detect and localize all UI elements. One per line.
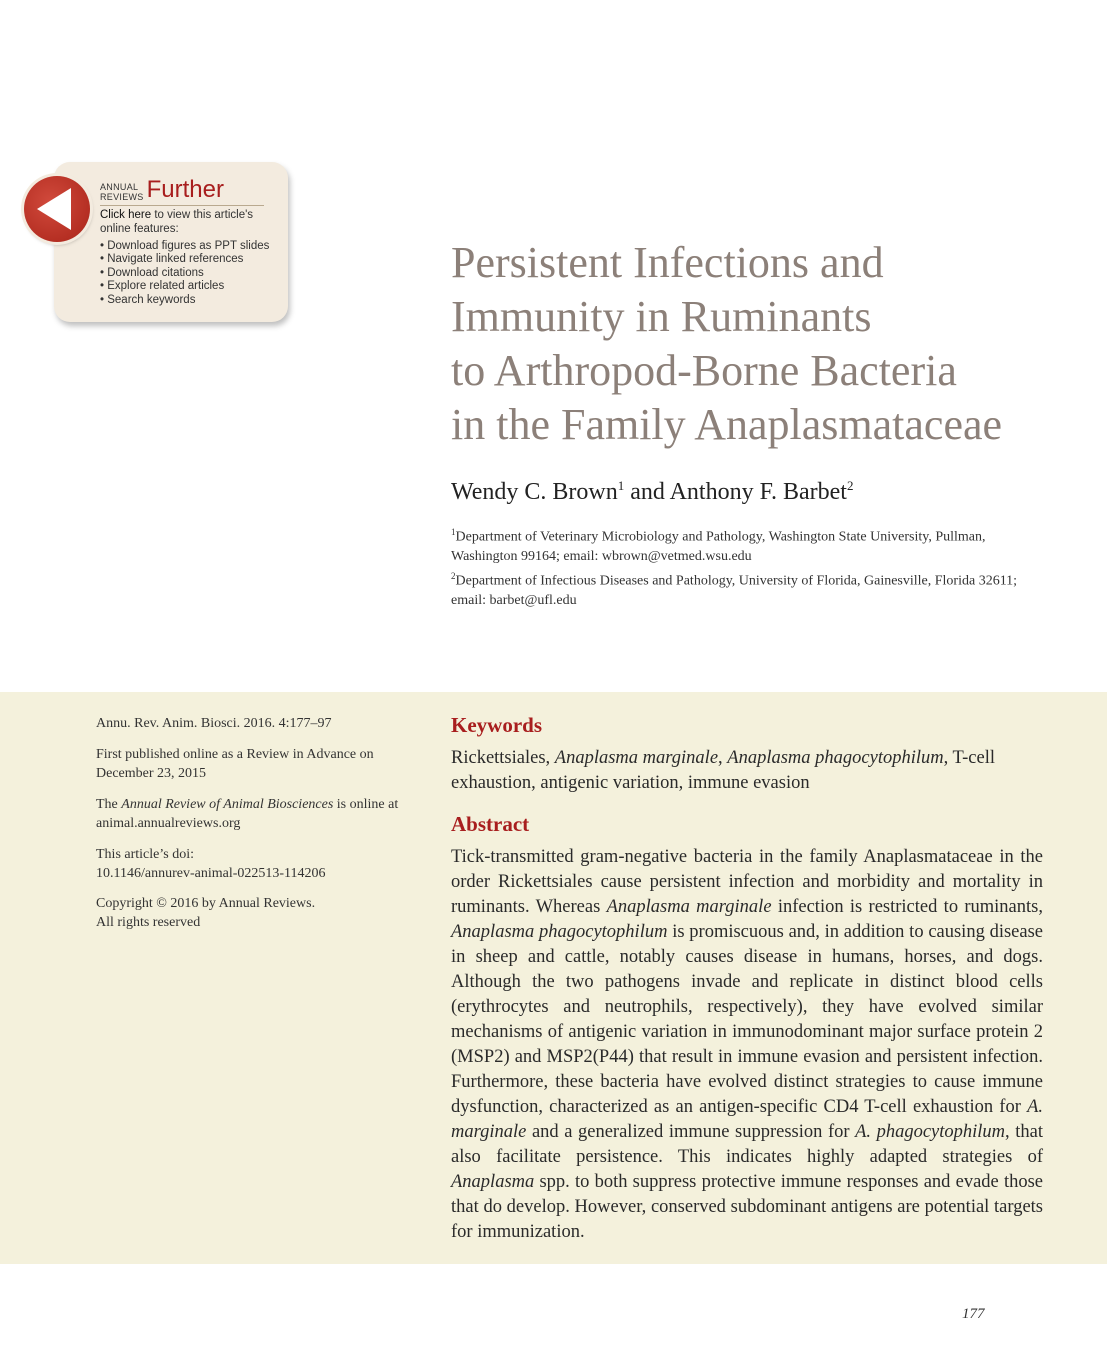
further-item-download-citations[interactable]: • Download citations [100, 267, 286, 280]
copyright: Copyright © 2016 by Annual Reviews. [96, 896, 316, 911]
brand-further: Further [146, 176, 224, 203]
author-2: Anthony F. Barbet [669, 479, 847, 505]
further-divider [100, 205, 264, 206]
abstract-heading: Abstract [451, 812, 530, 836]
keywords-heading: Keywords [451, 713, 542, 737]
further-item-search-keywords[interactable]: • Search keywords [100, 294, 286, 307]
online-at: The Annual Review of Animal Biosciences is online at animal.annualreviews.org [96, 797, 399, 831]
affiliation-1: $^1$Department of Veterinary Microbiology and Pathology, Washington State University, Pullman, Washington 99164; email: wbrown@vetmed.wsu.edu [451, 527, 986, 564]
further-features-list [100, 240, 286, 307]
further-intro: Click here to view this article's online features: [100, 209, 254, 235]
authors: Wendy C. Brown$^1$ and Anthony F. Barbet$^2$ [451, 478, 854, 505]
doi-link[interactable]: 10.1146/annurev-animal-022513-114206 [96, 866, 326, 881]
abstract-body: Tick-transmitted gram-negative bacteria in the family Anaplasmataceae in the order Rickettsiales cause persistent infection and morbidity and mortality in ruminants. Whereas Anaplasma marginale infection is restricted to ruminants, Anaplasma phagocytophilum is promiscuous and, in addition to causing disease in sheep and cattle, notably causes disease in humans, horses, and dogs. Although the two pathogens invade and replicate in distinct blood cells (erythrocytes and neutrophils, respectively), they have evolved similar mechanisms of antigenic variation in immunodominant major surface protein 2 (MSP2) and MSP2(P44) that result in immune evasion and persistent infection. Furthermore, these bacteria have evolved distinct strategies to cause immune dysfunction, characterized as an antigen-specific CD4 T-cell exhaustion for A. marginale and a generalized immune suppression for A. phagocytophilum, that also facilitate persistence. This indicates highly adapted strategies of Anaplasma spp. to both suppress protective immune responses and evade those that do develop. However, conserved subdominant antigens are potential targets for immunization. [451, 847, 1043, 1242]
keywords-list: Rickettsiales, Anaplasma marginale, Anaplasma phagocytophilum, T-cell exhaustion, antigenic variation, immune evasion [451, 748, 996, 793]
citation: Annu. Rev. Anim. Biosci. 2016. 4:177–97 [96, 716, 332, 731]
page-number: 177 [962, 1306, 985, 1322]
back-arrow-icon[interactable] [24, 176, 90, 242]
further-brand [100, 178, 224, 202]
further-item-linked-references[interactable]: • Navigate linked references [100, 253, 286, 266]
brand-annual-reviews: ANNUAL REVIEWS [100, 182, 144, 202]
further-item-related-articles[interactable]: • Explore related articles [100, 280, 286, 293]
first-published: First published online as a Review in Advance on December 23, 2015 [96, 747, 374, 781]
rights: All rights reserved [96, 915, 201, 930]
further-item-download-figures[interactable]: • Download figures as PPT slides [100, 240, 286, 253]
affiliation-2: $^2$Department of Infectious Diseases and Pathology, University of Florida, Gainesville, Florida 32611; email: barbet@ufl.edu [451, 571, 1018, 608]
article-title: Persistent Infections and Immunity in Ruminants to Arthropod-Borne Bacteria in the Family Anaplasmataceae [451, 238, 1003, 449]
doi-label: This article’s doi: [96, 847, 194, 862]
author-1: Wendy C. Brown [451, 479, 618, 505]
click-here-link[interactable]: Click here [100, 209, 152, 221]
